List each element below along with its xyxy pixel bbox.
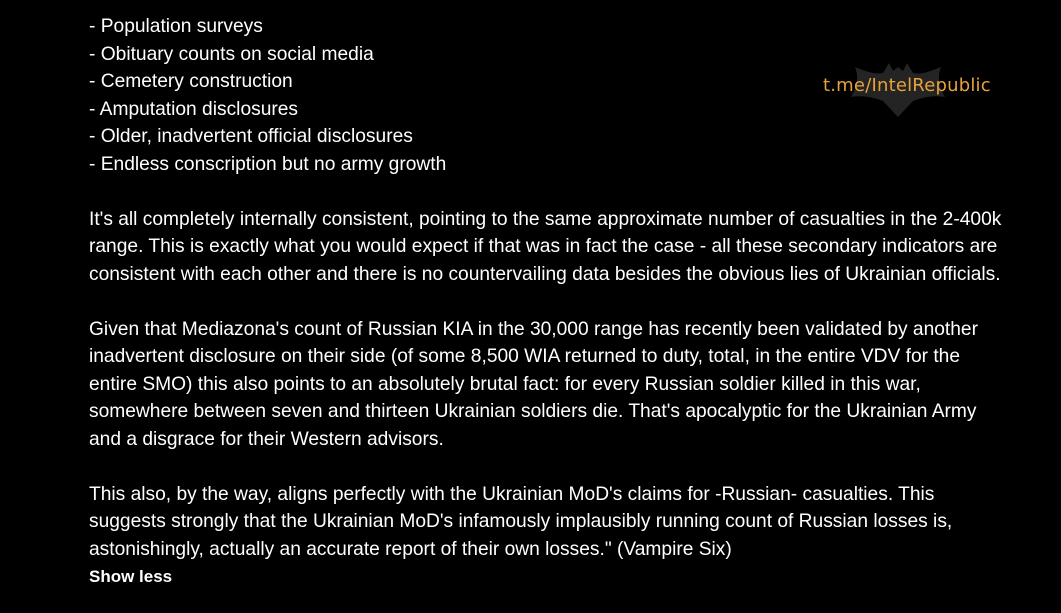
comment-paragraph: Given that Mediazona's count of Russian KIA in the 30,000 range has recently been validated by another inadvertent disclosure on their side (of some 8,500 WIA returned to duty, total, in the entire VDV for the entire SMO) this also points to an absolutely brutal fact: for every Russian soldier killed in this war, somewhere between seven and thirteen Ukrainian soldiers die. That's apocalyptic for the Ukrainian Army and a disgrace for their Western advisors.	[89, 318, 978, 450]
list-item: - Endless conscription but no army growth	[89, 153, 447, 175]
list-item: - Amputation disclosures	[89, 98, 299, 120]
channel-watermark	[823, 57, 993, 119]
show-less-button[interactable]: Show less	[89, 567, 173, 586]
comment-paragraph: It's all completely internally consistent, pointing to the same approximate number of casualties in the 2-400k range. This is exactly what you would expect if that was in fact the case - all these secondary indicators are consistent with each other and there is no countervailing data besides the obvious lies of Ukrainian officials.	[89, 208, 1002, 285]
watermark-text: t.me/IntelRepublic	[823, 75, 991, 96]
list-item: - Older, inadvertent official disclosures	[89, 126, 413, 147]
comment-paragraph: This also, by the way, aligns perfectly with the Ukrainian MoD's claims for -Russian- casualties. This suggests strongly that the Ukrainian MoD's infamously implausibly running count of Russian losses is, astonishingly, actually an accurate report of their own losses." (Vampire Six)	[89, 483, 953, 560]
list-item: - Cemetery construction	[89, 71, 293, 92]
list-item: - Population surveys	[89, 16, 263, 37]
list-item: - Obituary counts on social media	[89, 43, 374, 65]
